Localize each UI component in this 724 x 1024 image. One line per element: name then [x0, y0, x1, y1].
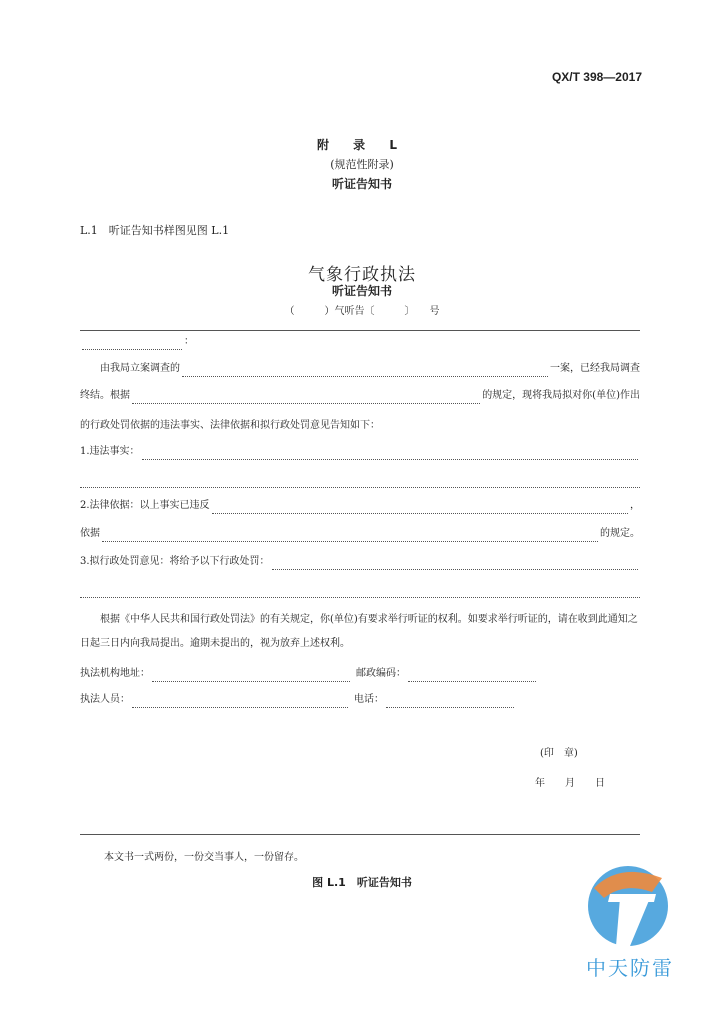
law-comma: ，	[630, 500, 640, 511]
intro-prefix: 由我局立案调查的	[100, 363, 180, 374]
intro-line	[80, 361, 640, 377]
law-line	[80, 498, 640, 514]
phone-blank	[386, 696, 514, 708]
standard-code: QX/T 398—2017	[551, 70, 642, 84]
law-basis-prefix: 依据	[80, 528, 100, 539]
facts-blank-2	[80, 476, 640, 488]
law-basis-blank	[102, 530, 598, 542]
officer-label: 执法人员：	[80, 694, 130, 705]
addressee-line	[80, 334, 640, 350]
case-blank	[182, 365, 548, 377]
phone-label: 电话：	[354, 694, 384, 705]
form-subtitle: 听证告知书	[331, 284, 392, 298]
document-number: （ ）气听告〔 〕 号	[284, 306, 440, 317]
footnote: 本文书一式两份，一份交当事人，一份留存。	[104, 852, 304, 863]
basis-line-3: 的行政处罚依据的违法事实、法律依据和拟行政处罚意见告知如下：	[80, 420, 380, 431]
annex-subtitle: (规范性附录)	[330, 158, 394, 171]
address-blank	[152, 670, 350, 682]
bottom-rule	[80, 834, 640, 835]
clause-text: L.1 听证告知书样图见图 L.1	[80, 224, 230, 237]
top-rule	[80, 330, 640, 331]
addressee-blank	[82, 338, 182, 350]
penalty-blank-2	[80, 586, 640, 598]
form-title: 气象行政执法	[308, 265, 416, 285]
penalty-blank	[272, 558, 638, 570]
basis-suffix: 的规定，现将我局拟对你(单位)作出	[482, 390, 640, 401]
postcode-blank	[408, 670, 536, 682]
penalty-label: 3.拟行政处罚意见：将给予以下行政处罚：	[80, 556, 270, 567]
facts-label: 1.违法事实：	[80, 446, 140, 457]
law-label: 2.法律依据：以上事实已违反	[80, 500, 210, 511]
law-blank	[212, 502, 628, 514]
postcode-label: 邮政编码：	[356, 668, 406, 679]
law-basis-line	[80, 526, 640, 542]
figure-caption: 图 L.1 听证告知书	[312, 876, 412, 889]
law-basis-suffix: 的规定。	[600, 528, 640, 539]
seal-placeholder: (印 章)	[540, 748, 578, 759]
address-line	[80, 666, 640, 682]
watermark-text: 中天防雷	[586, 956, 674, 980]
officer-blank	[132, 696, 348, 708]
intro-suffix: 一案，已经我局调查	[550, 363, 640, 374]
annex-title: 附 录 L	[316, 138, 407, 152]
basis-blank	[132, 392, 480, 404]
penalty-line	[80, 554, 640, 570]
facts-line-2	[80, 472, 640, 488]
facts-line	[80, 444, 640, 460]
annex-name: 听证告知书	[331, 177, 392, 191]
address-label: 执法机构地址：	[80, 668, 150, 679]
basis-line	[80, 388, 640, 404]
officer-line	[80, 692, 640, 708]
basis-prefix: 终结。根据	[80, 390, 130, 401]
facts-blank	[142, 448, 638, 460]
penalty-line-2	[80, 582, 640, 598]
date-placeholder: 年 月 日	[535, 778, 605, 789]
rights-paragraph: 根据《中华人民共和国行政处罚法》的有关规定，你(单位)有要求举行听证的权利。如要求举行听证的，请在收到此通知之日起三日内向我局提出。逾期未提出的，视为放弃上述权利。	[80, 614, 638, 649]
addressee-colon: ：	[184, 336, 194, 347]
